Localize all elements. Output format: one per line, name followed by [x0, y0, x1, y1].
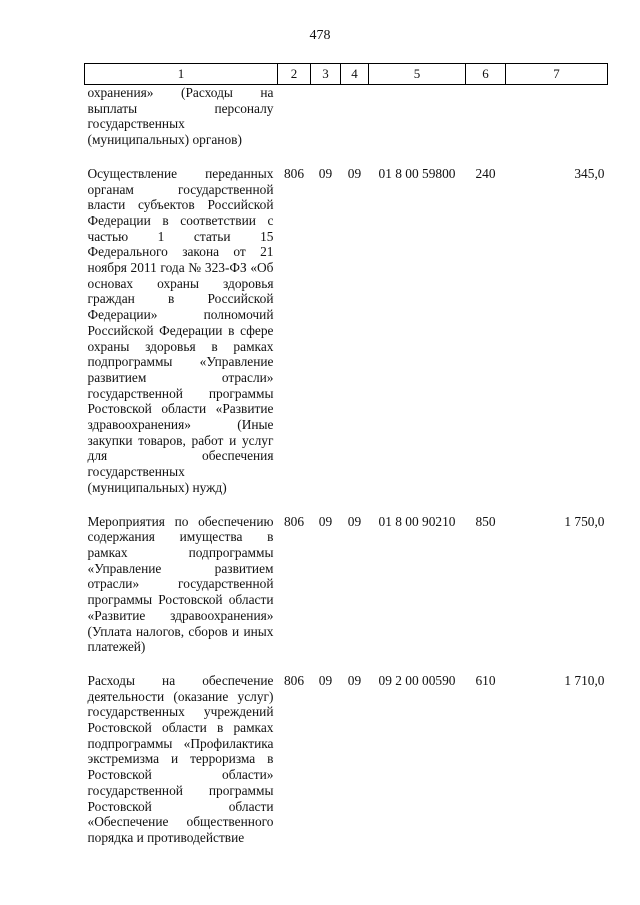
budget-table — [84, 63, 608, 862]
row-ministry-code: 806 — [283, 672, 305, 688]
row-description: Расходы на обеспечение деятельности (оказание услуг) государственных учреждений Ростовской области в рамках подпрограммы «Профилактика экстремизма и терроризма в Ростовской области» государственной программы Ростовской области «Обеспечение общественного порядка и противодействие — [87, 672, 274, 845]
row-subsection-code: 09 — [347, 513, 362, 529]
page-number: 478 — [309, 28, 331, 43]
row-amount: 1 750,0 — [564, 513, 605, 529]
header-col-4: 4 — [341, 64, 369, 85]
header-col-3: 3 — [311, 64, 341, 85]
header-col-7: 7 — [506, 64, 608, 85]
table-row — [85, 671, 608, 862]
table-row — [85, 164, 608, 512]
row-description: Мероприятия по обеспечению содержания имущества в рамках подпрограммы «Управление развитием отрасли» государственной программы Ростовской области «Развитие здравоохранения» (Уплата налогов, сборов и иных платежей) — [87, 513, 274, 655]
row-ministry-code — [278, 85, 311, 164]
row-expense-type — [466, 85, 506, 164]
row-target-code: 09 2 00 00590 — [378, 672, 456, 688]
row-section-code: 09 — [318, 672, 333, 688]
row-amount: 1 710,0 — [564, 672, 605, 688]
table-row — [85, 85, 608, 164]
row-ministry-code: 806 — [283, 513, 305, 529]
row-description: Осуществление переданных органам государственной власти субъектов Российской Федерации в соответствии с частью 1 статьи 15 Федерального закона от 21 ноября 2011 года № 323-ФЗ «Об основах охраны здоровья граждан в Российской Федерации» полномочий Российской Федерации в сфере охраны здоровья в рамках подпрограммы «Управление развитием отрасли» государственной программы Ростовской области «Развитие здравоохранения» (Иные закупки товаров, работ и услуг для обеспечения государственных (муниципальных) нужд) — [87, 165, 274, 495]
row-expense-type: 610 — [475, 672, 496, 688]
row-subsection-code — [341, 85, 369, 164]
row-expense-type: 240 — [475, 165, 496, 181]
row-subsection-code: 09 — [347, 672, 362, 688]
row-ministry-code: 806 — [283, 165, 305, 181]
header-col-5: 5 — [369, 64, 466, 85]
row-description: охранения» (Расходы на выплаты персоналу государственных (муниципальных) органов) — [87, 85, 274, 148]
table-header-row — [85, 64, 608, 85]
row-amount: 345,0 — [574, 165, 605, 181]
table-row — [85, 512, 608, 671]
row-amount — [506, 85, 608, 164]
row-target-code — [369, 85, 466, 164]
row-target-code: 01 8 00 90210 — [378, 513, 456, 529]
row-target-code: 01 8 00 59800 — [378, 165, 456, 181]
header-col-6: 6 — [466, 64, 506, 85]
header-col-1: 1 — [85, 64, 278, 85]
row-section-code: 09 — [318, 513, 333, 529]
row-subsection-code: 09 — [347, 165, 362, 181]
header-col-2: 2 — [278, 64, 311, 85]
row-section-code — [311, 85, 341, 164]
row-section-code: 09 — [318, 165, 333, 181]
row-expense-type: 850 — [475, 513, 496, 529]
